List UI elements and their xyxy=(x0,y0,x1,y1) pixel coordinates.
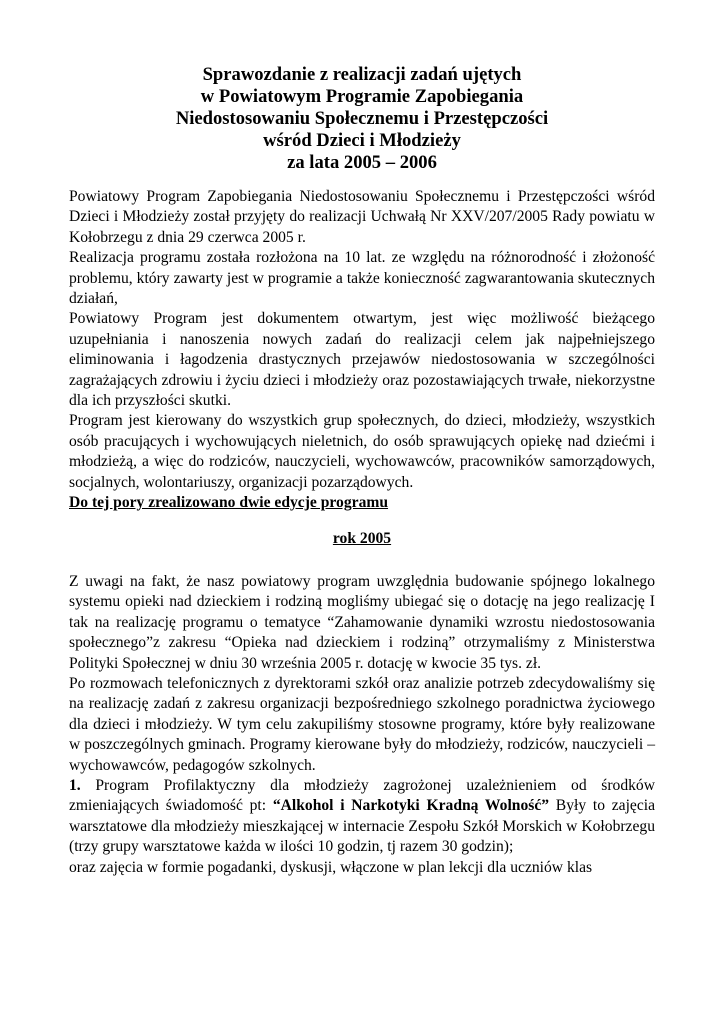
paragraph-grant: Z uwagi na fakt, że nasz powiatowy program uwzględnia budowanie spójnego lokalnego systemu opieki nad dzieckiem i rodziną mogliśmy ubiegać się o dotację na jego realizację I tak na realizację programu o tematyce “Zahamowanie dynamiki wzrostu niedostosowania społecznego”z zakresu “Opieka nad dzieckiem i rodziną” otrzymaliśmy z Ministerstwa Polityki Społecznej w dniu 30 września 2005 r. dotację w kwocie 35 tys. zł. xyxy=(69,572,655,672)
title-line-1: Sprawozdanie z realizacji zadań ujętych xyxy=(202,64,522,85)
heading-year-2005: rok 2005 xyxy=(332,529,392,547)
document-body xyxy=(69,187,655,878)
program-1-intro: Program Profilaktyczny dla młodzieży zagrożonej uzależnieniem od środków zmieniających świadomość pt: xyxy=(69,776,655,815)
program-1-details: Były to zajęcia warsztatowe dla młodzieży mieszkającej w internacie Zespołu Szkół Morskich w Kołobrzegu (trzy grupy warsztatowe każda w ilości 10 godzin, tj razem 30 godzin); xyxy=(69,797,656,856)
title-line-2: w Powiatowym Programie Zapobiegania xyxy=(200,86,524,107)
program-1-title: “Alkohol i Narkotyki Kradną Wolność” xyxy=(272,797,550,815)
title-line-3: Niedostosowaniu Społecznemu i Przestępczości xyxy=(175,108,549,129)
paragraph-lessons: oraz zajęcia w formie pogadanki, dyskusji, włączone w plan lekcji dla uczniów klas xyxy=(69,858,593,876)
title-line-4: wśród Dzieci i Młodzieży xyxy=(263,130,461,151)
document-title xyxy=(69,64,655,174)
paragraph-open-document: Powiatowy Program jest dokumentem otwartym, jest więc możliwość bieżącego uzupełniania i nanoszenia nowych zadań do realizacji celem jak najpełniejszego eliminowania i łagodzenia drastycznych przejawów niedostosowania w szczególności zagrażających zdrowiu i życiu dzieci i młodzieży oraz pozostawiających trwałe, niekorzystne dla ich przyszłości skutki. xyxy=(69,310,655,410)
document-page xyxy=(69,64,655,878)
paragraph-program-1 xyxy=(69,776,655,858)
list-number: 1. xyxy=(69,776,81,794)
title-line-5: za lata 2005 – 2006 xyxy=(287,152,437,173)
heading-editions: Do tej pory zrealizowano dwie edycje programu xyxy=(69,494,389,512)
paragraph-duration: Realizacja programu została rozłożona na 10 lat. ze względu na różnorodność i złożoność problemu, który zawarty jest w programie a także konieczność zagwarantowania skutecznych działań, xyxy=(69,249,655,308)
paragraph-adoption: Powiatowy Program Zapobiegania Niedostosowaniu Społecznemu i Przestępczości wśród Dzieci i Młodzieży został przyjęty do realizacji Uchwałą Nr XXV/207/2005 Rady powiatu w Kołobrzegu z dnia 29 czerwca 2005 r. xyxy=(69,188,655,246)
paragraph-target-groups: Program jest kierowany do wszystkich grup społecznych, do dzieci, młodzieży, wszystkich osób pracujących i wychowujących nieletnich, do osób sprawujących opiekę nad dziećmi i młodzieżą, a więc do rodziców, nauczycieli, wychowawców, pracowników samorządowych, socjalnych, wolontariuszy, organizacji pozarządowych. xyxy=(69,412,655,491)
paragraph-consultations: Po rozmowach telefonicznych z dyrektorami szkół oraz analizie potrzeb zdecydowaliśmy się na realizację zadań z zakresu organizacji bezpośredniego szkolnego poradnictwa życiowego dla dzieci i młodzieży. W tym celu zakupiliśmy stosowne programy, które były realizowane w poszczególnych gminach. Programy kierowane były do młodzieży, rodziców, nauczycieli – wychowawców, pedagogów szkolnych. xyxy=(69,674,655,774)
